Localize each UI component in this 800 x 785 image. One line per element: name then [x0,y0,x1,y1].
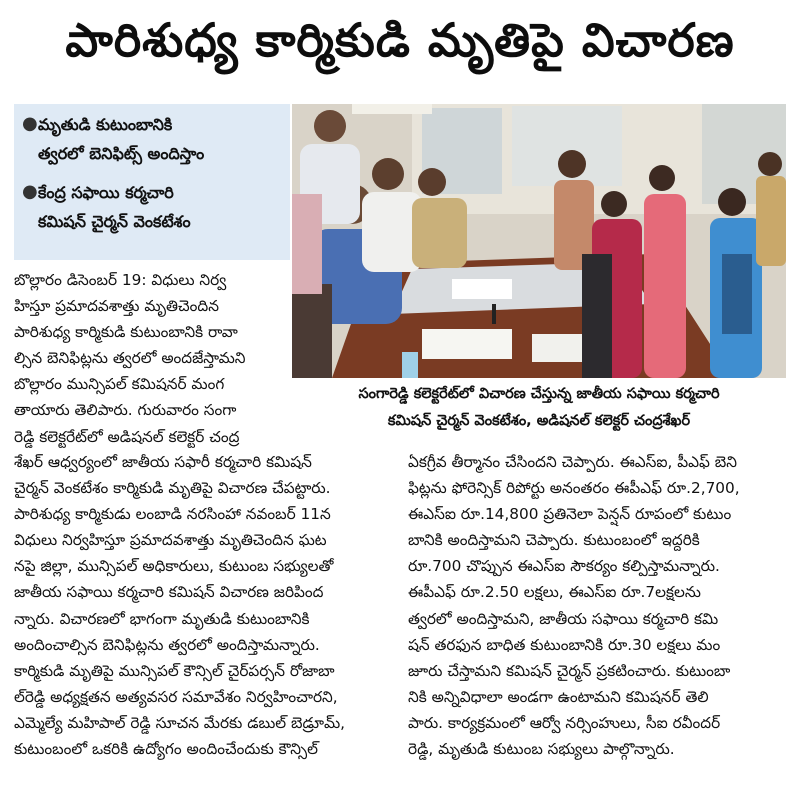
body-line: కార్మికుడి మృతిపై మున్సిపల్ కౌన్సిల్ చైర్‌పర్సన్ రోజాబా [14,661,335,680]
body-line: జూరు చేస్తామని కమిషన్ చైర్మన్ ప్రకటించారు. కుటుంబా [408,661,731,680]
body-line: రెడ్డి, మృతుడి కుటుంబ సభ్యులు పాల్గొన్నారు. [408,740,675,759]
news-photo [292,104,786,378]
body-line: పారిశుధ్య కార్మికుడి కుటుంబానికి రావా [14,323,238,342]
body-line: త్వరలో అందిస్తామని, జాతీయ సఫాయి కర్మచారి కమి [408,609,719,628]
body-line: నపై జిల్లా, మున్సిపల్ అధికారులు, కుటుంబ సభ్యులతో [14,557,334,576]
body-line: ఫిట్లను ఫోరెన్సిక్ రిపోర్టు అనంతరం ఈపీఎఫ్ రూ.2,700, [408,479,740,498]
body-line: ఏకగ్రీవ తీర్మానం చేసిందని చెప్పారు. ఈఎస్ఐ, పీఎఫ్ బెని [408,453,737,471]
body-line: కుటుంబంలో ఒకరికి ఉద్యోగం అందించేందుకు కౌన్సిల్ [14,740,318,759]
body-line: చైర్మన్ వెంకటేశం కార్మికుడి మృతిపై విచారణ చేపట్టారు. [14,479,331,498]
article-body-left-top [14,267,286,450]
body-line: బానికి అందిస్తామని చెప్పారు. కుటుంబంలో ఇద్దరికి [408,531,700,550]
body-line: ల్సిన బెనిఫిట్లను త్వరలో అందజేస్తామని [14,349,246,368]
bullet-icon: ● [22,181,38,202]
bullet-icon: ● [22,113,38,134]
body-line: హిస్తూ ప్రమాదవశాత్తు మృతిచెందిన [14,297,219,316]
body-line: శేఖర్ ఆధ్వర్యంలో జాతీయ సఫారీ కర్మచారి కమిషన్ [14,453,312,471]
highlight-item [22,110,282,168]
body-line: రెడ్డి కలెక్టరేట్‌లో అడిషనల్ కలెక్టర్ చంద్ర [14,427,240,446]
body-line: బొల్లారం డిసెంబర్ 19: విధులు నిర్వ [14,271,227,289]
body-line: ఈపీఎఫ్ రూ.2.50 లక్షలు, ఈఎస్ఐ రూ.7లక్షలను [408,583,701,602]
body-line: ఈఎస్ఐ రూ.14,800 ప్రతినెలా పెన్షన్ రూపంలో కుటుం [408,505,732,524]
body-line: ఎమ్మెల్యే మహిపాల్ రెడ్డి సూచన మేరకు డబుల్ బెడ్రూమ్, [14,713,346,732]
photo-caption: సంగారెడ్డి కలెక్టరేట్‌లో విచారణ చేస్తున్న జాతీయ సఫాయి కర్మచారి కమిషన్ చైర్మన్ వెంకటేశం, అడిషనల్ కలెక్టర్ చంద్రశేఖర్ [358,386,720,429]
body-line: జాతీయ సఫాయి కర్మచారి కమిషన్ విచారణ జరిపింద [14,583,324,602]
body-line: షన్ తరఫున బాధిత కుటుంబానికి రూ.30 లక్షలు మం [408,635,721,654]
highlight-item [22,178,282,236]
highlights-box [14,104,290,260]
highlight-text: కేంద్ర సఫాయి కర్మచారి కమిషన్ చైర్మన్ వెంకటేశం [38,183,191,231]
body-line: అందించాల్సిన బెనిఫిట్లను త్వరలో అందిస్తామన్నారు. [14,635,320,654]
headline: పారిశుధ్య కార్మికుడి మృతిపై విచారణ [65,13,735,67]
body-line: పారిశుధ్య కార్మికుడు లంబాడి నరసింహా నవంబర్ 11న [14,505,331,524]
article-body-right [408,449,786,762]
news-photo-illustration [292,104,786,378]
body-line: పారు. కార్యక్రమంలో ఆర్వో నర్సింహులు, సీఐ రవీందర్ [408,713,721,732]
body-line: న్నారు. విచారణలో భాగంగా మృతుడి కుటుంబానికి [14,609,310,628]
article-body-left-bottom [14,449,400,762]
body-line: తాయారు తెలిపారు. గురువారం సంగా [14,401,237,420]
body-line: ల్‌రెడ్డి అధ్యక్షతన అత్యవసర సమావేశం నిర్వహించారని, [14,687,338,706]
body-line: రూ.700 చొప్పున ఈఎస్ఐ సౌకర్యం కల్పిస్తామన్నారు. [408,557,720,576]
body-line: విధులు నిర్వహిస్తూ ప్రమాదవశాత్తు మృతిచెందిన ఘట [14,531,327,550]
body-line: బొల్లారం మున్సిపల్ కమిషనర్ మంగ [14,375,225,394]
body-line: నికి అన్నివిధాలా అండగా ఉంటామని కమిషనర్ తెలి [408,687,709,706]
highlight-text: మృతుడి కుటుంబానికి త్వరలో బెనిఫిట్స్ అందిస్తాం [38,115,205,163]
